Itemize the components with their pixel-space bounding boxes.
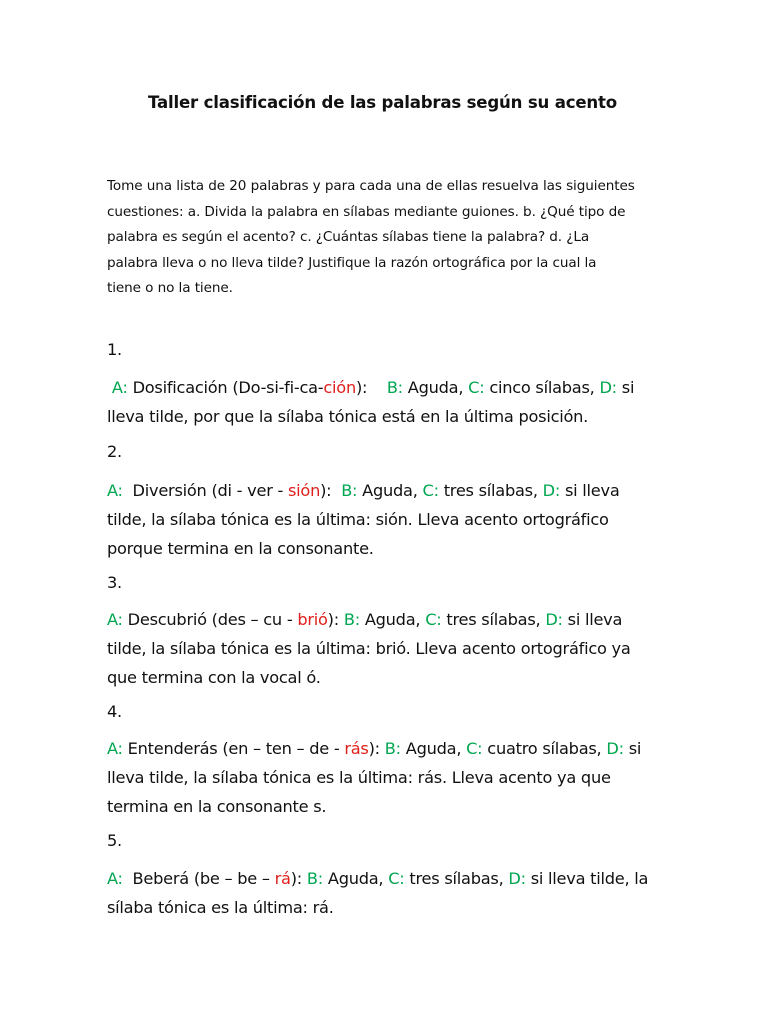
item-answer-line <box>107 476 667 505</box>
word-division: Entenderás (en – ten – de - <box>127 739 340 758</box>
item-number: 5. <box>107 831 122 850</box>
item-answer <box>107 864 667 922</box>
item-answer-line <box>107 734 667 763</box>
item-number: 2. <box>107 442 122 461</box>
instructions-line: palabra es según el acento? c. ¿Cuántas sílabas tiene la palabra? d. ¿La <box>107 229 590 245</box>
accent-type: Aguda, <box>364 610 421 629</box>
item-answer <box>107 734 667 821</box>
label-c: C: <box>425 610 442 629</box>
accent-type: Aguda, <box>327 869 384 888</box>
word-close: ): <box>355 378 368 397</box>
instructions-line: tiene o no la tiene. <box>107 280 233 296</box>
word-division: Descubrió (des – cu - <box>127 610 293 629</box>
instructions-line: cuestiones: a. Divida la palabra en sílabas mediante guiones. b. ¿Qué tipo de <box>107 203 626 220</box>
tilde-answer: si lleva <box>567 610 623 629</box>
word-close: ): <box>320 481 332 500</box>
label-c: C: <box>468 378 485 397</box>
instructions-line: Tome una lista de 20 palabras y para cada una de ellas resuelva las siguientes <box>107 178 635 194</box>
item-answer-line: porque termina en la consonante. <box>107 539 374 558</box>
item-number: 3. <box>107 573 122 592</box>
word-division: Beberá (be – be – <box>132 869 270 888</box>
label-b: B: <box>306 869 323 888</box>
label-c: C: <box>466 739 483 758</box>
label-a: A: <box>107 610 123 629</box>
tilde-answer: si lleva tilde, la <box>530 869 649 888</box>
label-d: D: <box>508 869 526 888</box>
item-answer-line: lleva tilde, por que la sílaba tónica está en la última posición. <box>107 407 589 426</box>
label-b: B: <box>384 739 401 758</box>
item-number: 1. <box>107 340 122 359</box>
stressed-syllable: ción <box>323 378 356 397</box>
item-number: 4. <box>107 702 122 721</box>
tilde-answer: si <box>621 378 635 397</box>
tilde-answer: si lleva <box>564 481 620 500</box>
item-answer <box>107 476 667 563</box>
tilde-answer: si <box>628 739 642 758</box>
label-c: C: <box>388 869 405 888</box>
item-answer-line: tilde, la sílaba tónica es la última: brió. Lleva acento ortográfico ya <box>107 639 631 658</box>
page-title: Taller clasificación de las palabras según su acento <box>148 93 617 112</box>
item-answer <box>107 373 667 431</box>
label-d: D: <box>606 739 624 758</box>
item-answer-line: que termina con la vocal ó. <box>107 668 321 687</box>
label-a: A: <box>107 481 123 500</box>
syllable-count: cuatro sílabas, <box>487 739 602 758</box>
syllable-count: cinco sílabas, <box>489 378 595 397</box>
item-answer-line: lleva tilde, la sílaba tónica es la última: rás. Lleva acento ya que <box>107 768 611 787</box>
word-close: ): <box>290 869 302 888</box>
stressed-syllable: sión <box>288 481 321 500</box>
word-close: ): <box>327 610 339 629</box>
label-d: D: <box>542 481 561 500</box>
item-answer-line <box>107 864 667 893</box>
label-d: D: <box>599 378 617 397</box>
label-b: B: <box>343 610 360 629</box>
syllable-count: tres sílabas, <box>446 610 541 629</box>
label-a: A: <box>111 378 128 397</box>
label-a: A: <box>107 869 123 888</box>
label-b: B: <box>341 481 358 500</box>
word-division: Dosificación (Do-si-fi-ca- <box>132 378 324 397</box>
instructions-paragraph <box>107 174 667 302</box>
accent-type: Aguda, <box>362 481 418 500</box>
syllable-count: tres sílabas, <box>443 481 538 500</box>
label-b: B: <box>386 378 403 397</box>
stressed-syllable: rás <box>344 739 369 758</box>
item-answer-line <box>107 605 667 634</box>
syllable-count: tres sílabas, <box>409 869 504 888</box>
label-d: D: <box>545 610 563 629</box>
item-answer-line: sílaba tónica es la última: rá. <box>107 898 334 917</box>
label-c: C: <box>422 481 439 500</box>
label-a: A: <box>107 739 123 758</box>
item-answer-line: termina en la consonante s. <box>107 797 327 816</box>
instructions-line: palabra lleva o no lleva tilde? Justifique la razón ortográfica por la cual la <box>107 254 597 271</box>
item-answer-line <box>107 373 667 402</box>
item-answer-line: tilde, la sílaba tónica es la última: sión. Lleva acento ortográfico <box>107 510 609 529</box>
word-close: ): <box>368 739 380 758</box>
word-division: Diversión (di - ver - <box>132 481 284 500</box>
accent-type: Aguda, <box>405 739 462 758</box>
item-answer <box>107 605 667 692</box>
stressed-syllable: brió <box>297 610 328 629</box>
accent-type: Aguda, <box>407 378 464 397</box>
stressed-syllable: rá <box>274 869 291 888</box>
